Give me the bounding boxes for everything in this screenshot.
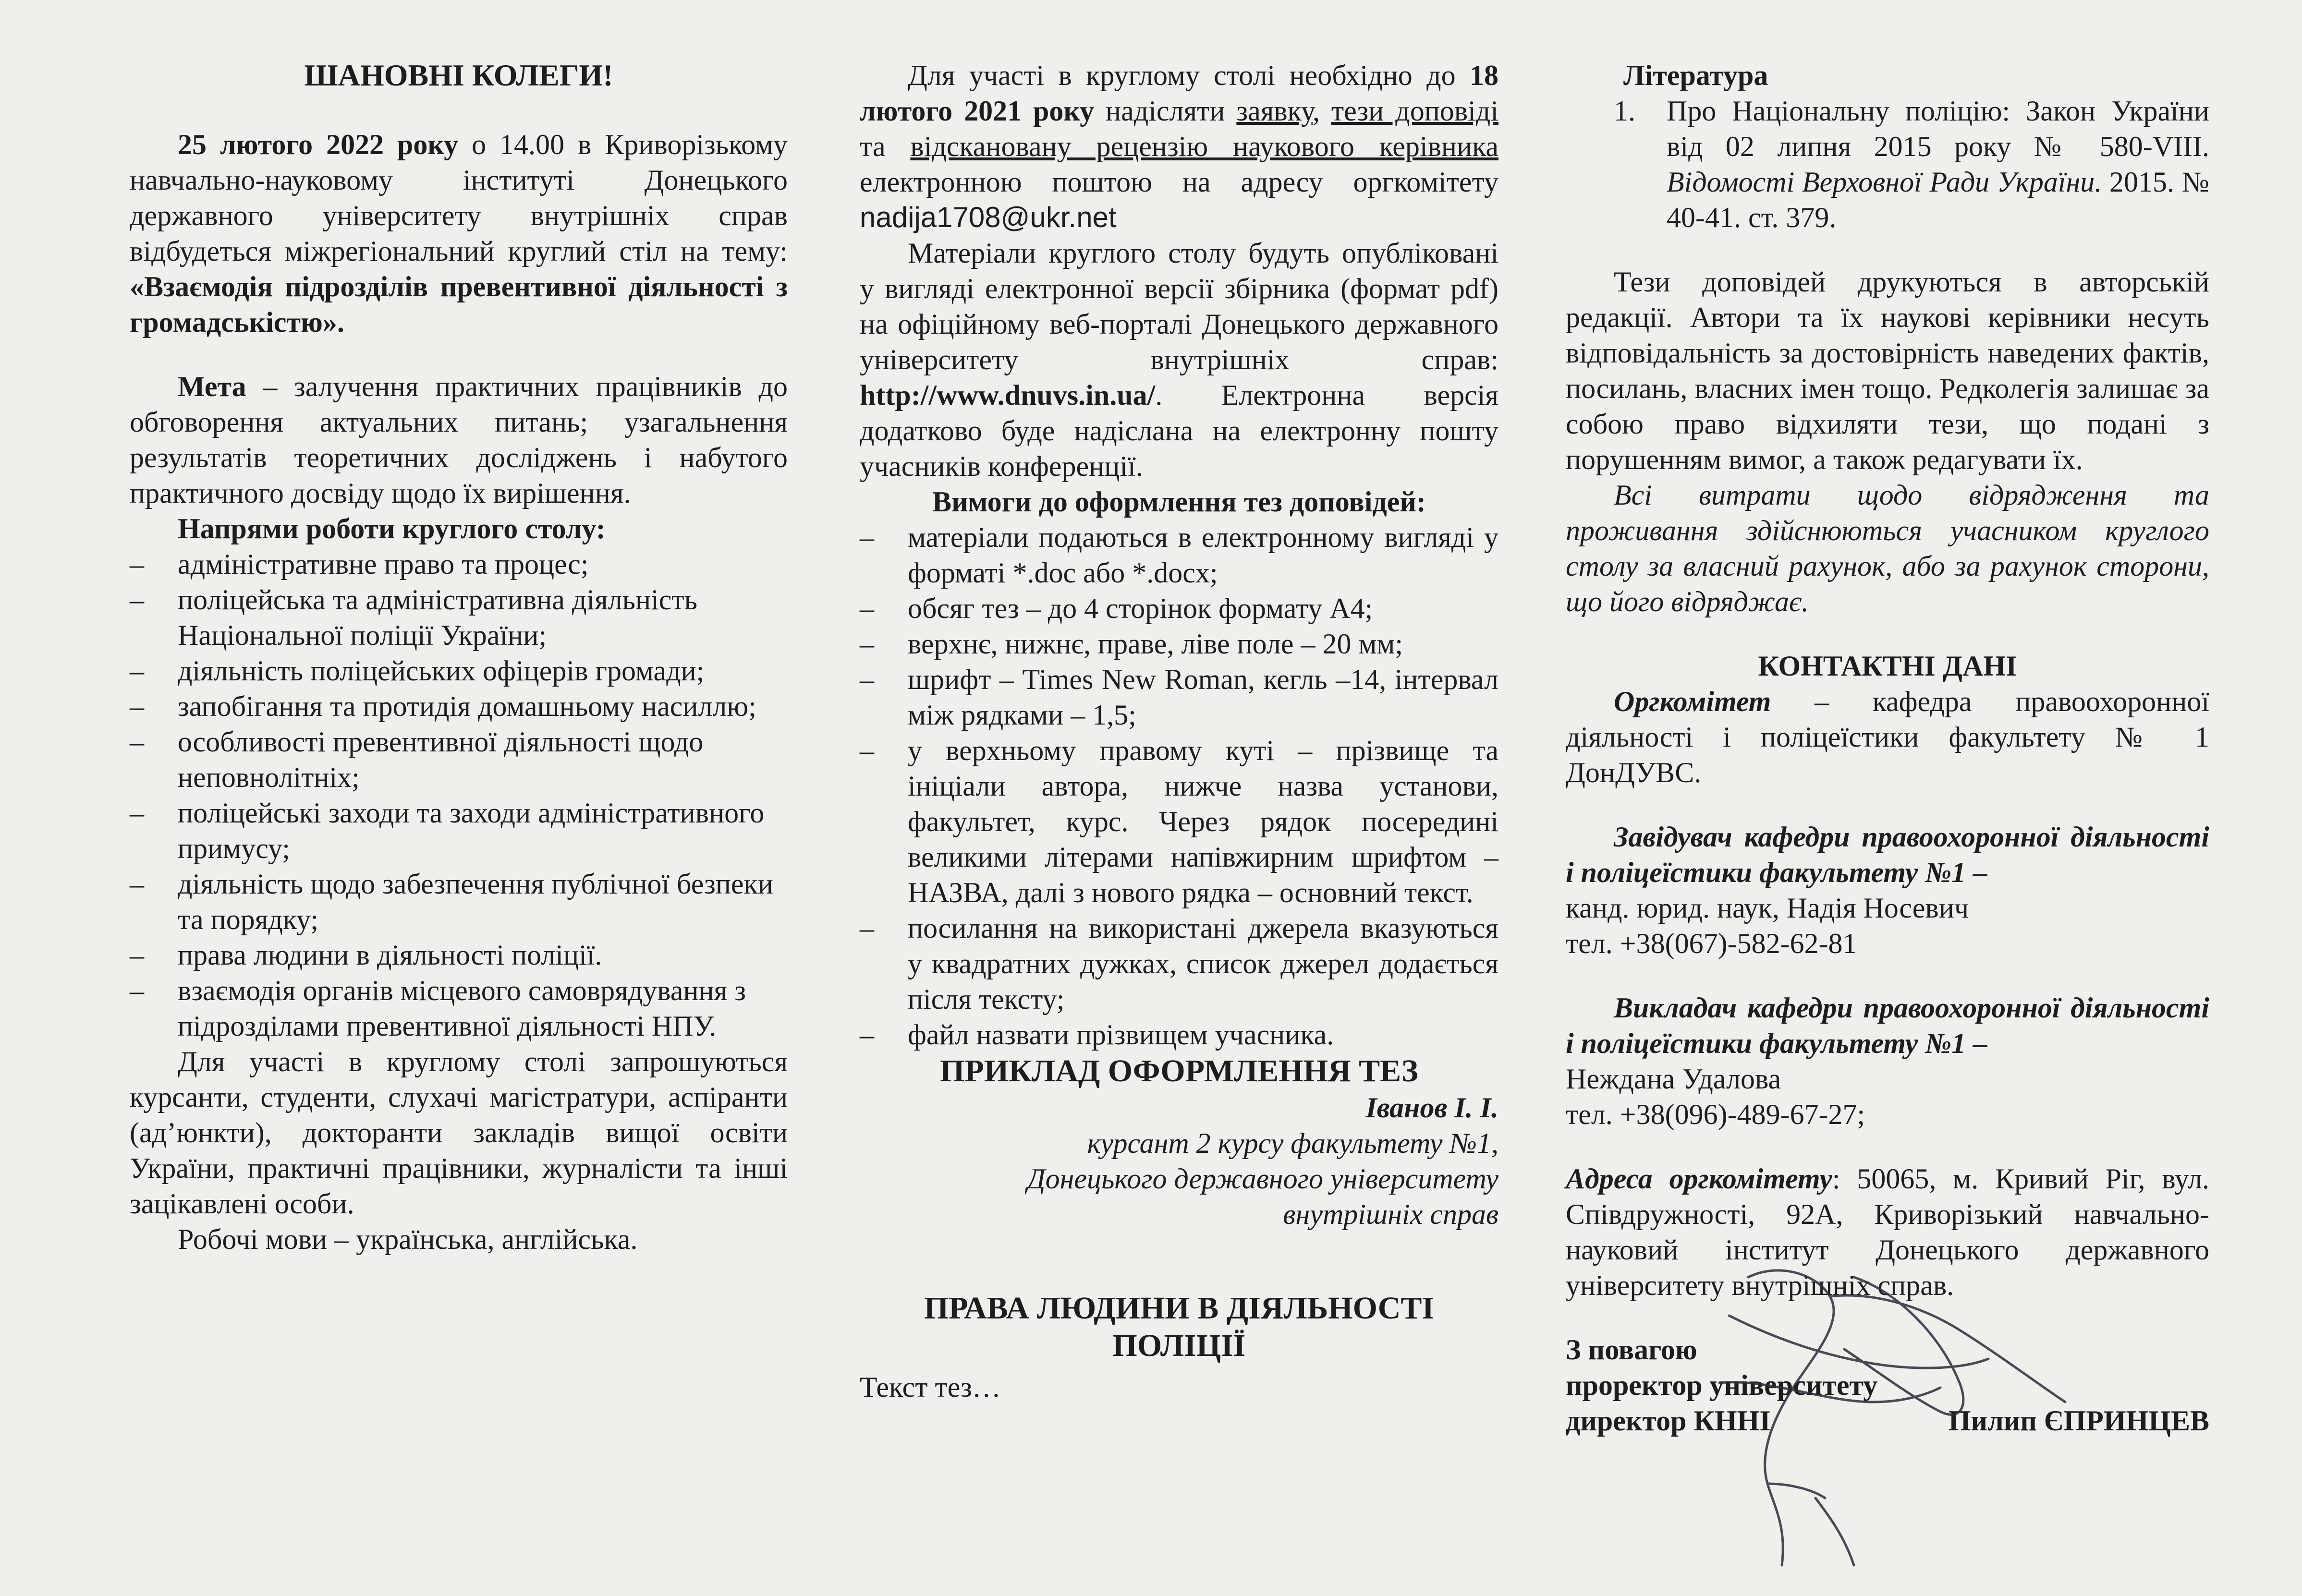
lecturer-label: Викладач кафедри правоохоронної діяльності і поліцеїстики факультету №1 –: [1566, 992, 2209, 1059]
column-left: [130, 58, 788, 1257]
organizer-label: Оргкомітет: [1614, 686, 1771, 717]
signatory-position-2: директор КННІ: [1566, 1405, 1771, 1437]
lecturer-name: Нежданa Удалова: [1566, 1063, 1781, 1095]
example-affiliation-2: Донецького державного університету: [1027, 1163, 1498, 1195]
direction-item: – права людини в діяльності поліції.: [130, 937, 788, 973]
example-affiliation-1: курсант 2 курсу факультету №1,: [1087, 1127, 1498, 1159]
languages-paragraph: Робочі мови – українська, англійська.: [178, 1223, 638, 1255]
costs-paragraph: Всі витрати щодо відрядження та проживання здійснюються учасником круглого столу за власний рахунок, або за рахунок сторони, що його відряджає.: [1566, 479, 2209, 617]
publication-paragraph: [860, 235, 1498, 484]
direction-item: – діяльність поліцейських офіцерів громади;: [130, 653, 788, 689]
event-date: 25 лютого 2022 року: [178, 129, 459, 160]
literature-text: 2015. № 40-41. ст. 379.: [1667, 166, 2209, 233]
requirements-list: [860, 520, 1498, 1052]
submission-text: електронною поштою на адресу оргкомітету: [860, 166, 1498, 198]
example-heading-2: ПОЛІЦІЇ: [1112, 1328, 1246, 1363]
directions-list: [130, 546, 788, 1044]
address-label: Адреса оргкомітету: [1566, 1163, 1832, 1195]
submission-text: Для участі в круглому столі необхідно до: [908, 60, 1470, 91]
address-paragraph: [1566, 1161, 2209, 1303]
participants-paragraph: Для участі в круглому столі запрошуються курсанти, студенти, слухачі магістратури, аспіранти (ад’юнкти), докторанти закладів вищої освіти України, практичні працівники, журналісти та інші зацікавлені особи.: [130, 1046, 788, 1220]
column-middle: [860, 58, 1498, 1405]
signatory-position-1: проректор університету: [1566, 1369, 1878, 1401]
submission-text: ,: [1312, 95, 1331, 127]
example-title: ПРИКЛАД ОФОРМЛЕННЯ ТЕЗ: [940, 1053, 1418, 1088]
direction-item: – поліцейська та адміністративна діяльність Національної поліції України;: [130, 582, 788, 653]
organizer-paragraph: [1566, 684, 2209, 790]
direction-item: – адміністративне право та процес;: [130, 546, 788, 582]
publication-text: . Електронна версія додатково буде надіслана на електронну пошту учасників конференції.: [860, 379, 1498, 482]
requirement-item: – обсяг тез – до 4 сторінок формату А4;: [860, 591, 1498, 626]
submission-paragraph: [860, 58, 1498, 235]
direction-item: – діяльність щодо забезпечення публічної безпеки та порядку;: [130, 866, 788, 937]
goal-label: Мета: [178, 371, 246, 402]
submission-text: надісляти: [1094, 95, 1237, 127]
example-affiliation-3: внутрішніх справ: [1283, 1198, 1498, 1230]
literature-list: [1566, 93, 2209, 235]
portal-url[interactable]: http://www.dnuvs.in.ua/: [860, 379, 1156, 411]
directions-title: Напрями роботи круглого столу:: [178, 513, 606, 544]
literature-item: [1614, 93, 2209, 235]
example-author: Іванов І. І.: [1365, 1092, 1498, 1124]
column-right: [1566, 58, 2209, 1439]
regards-text: З повагою: [1566, 1334, 1697, 1366]
requirement-item: – файл назвати прізвищем учасника.: [860, 1017, 1498, 1052]
requirement-item: – шрифт – Times New Roman, кегль –14, інтервал між рядками – 1,5;: [860, 662, 1498, 733]
requirement-item: – матеріали подаються в електронному вигляді у форматі *.doc або *.docx;: [860, 520, 1498, 591]
submission-text: та: [860, 131, 911, 162]
organizer-text: – кафедра правоохоронної діяльності і поліцеїстики факультету № 1 ДонДУВС.: [1566, 686, 2209, 788]
signatory-name: Пилип ЄПРИНЦЕВ: [1948, 1405, 2209, 1437]
publication-text: Матеріали круглого столу будуть опубліковані у вигляді електронної версії збірника (формат pdf) на офіційному веб-порталі Донецького державного університету внутрішніх справ:: [860, 237, 1498, 375]
requirement-item: – посилання на використані джерела вказуються у квадратних дужках, список джерел додається після тексту;: [860, 910, 1498, 1017]
literature-text: Про Національну поліцію: Закон України від 02 липня 2015 року № 580-VIII.: [1667, 95, 2209, 162]
authors-paragraph: Тези доповідей друкуються в авторській редакції. Автори та їх наукові керівники несуть відповідальність за достовірність наведених фактів, посилань, власних імен тощо. Редколегія залишає за собою право відхиляти тези, що подані з порушенням вимог, а також редагувати їх.: [1566, 266, 2209, 475]
direction-item: – поліцейські заходи та заходи адміністративного примусу;: [130, 795, 788, 866]
deadline-date: 18 лютого 2021 року: [860, 60, 1498, 127]
direction-item: – взаємодія органів місцевого самоврядування з підрозділами превентивної діяльності НПУ.: [130, 973, 788, 1044]
event-topic: «Взаємодія підрозділів превентивної діяльності з громадськістю».: [130, 271, 788, 338]
head-phone: тел. +38(067)-582-62-81: [1566, 928, 1857, 959]
literature-source: Відомості Верховної Ради України.: [1667, 166, 2102, 198]
contacts-title: КОНТАКТНІ ДАНІ: [1758, 650, 2017, 682]
organizer-email[interactable]: nadija1708@ukr.net: [860, 201, 1117, 233]
literature-title: Література: [1623, 60, 1768, 91]
example-heading-1: ПРАВА ЛЮДИНИ В ДІЯЛЬНОСТІ: [924, 1291, 1435, 1326]
application-link[interactable]: заявку: [1236, 95, 1313, 127]
goal-text: – залучення практичних працівників до обговорення актуальних питань; узагальнення результатів теоретичних досліджень і набутого практичного досвіду щодо їх вирішення.: [130, 371, 788, 509]
direction-item: – запобігання та протидія домашньому насиллю;: [130, 689, 788, 724]
lecturer-phone: тел. +38(096)-489-67-27;: [1566, 1099, 1865, 1130]
greeting-title: ШАНОВНІ КОЛЕГИ!: [304, 58, 613, 92]
theses-link[interactable]: тези доповіді: [1331, 95, 1499, 127]
example-text: Текст тез…: [860, 1371, 1001, 1403]
head-label: Завідувач кафедри правоохоронної діяльності і поліцеїстики факультету №1 –: [1566, 821, 2209, 888]
signatory-row: [1566, 1403, 2209, 1439]
review-link[interactable]: відскановану рецензію наукового керівника: [910, 131, 1498, 162]
direction-item: – особливості превентивної діяльності щодо неповнолітніх;: [130, 724, 788, 795]
address-text: : 50065, м. Кривий Ріг, вул. Співдружності, 92А, Криворізький навчально-науковий інститут Донецького державного університету внутрішніх справ.: [1566, 1163, 2210, 1301]
goal-paragraph: [130, 369, 788, 511]
requirements-title: Вимоги до оформлення тез доповідей:: [932, 486, 1426, 518]
literature-number: 1.: [1614, 95, 1635, 127]
requirement-item: – верхнє, нижнє, праве, ліве поле – 20 мм;: [860, 626, 1498, 662]
head-name: канд. юрид. наук, Надія Носевич: [1566, 892, 1969, 924]
intro-text: о 14.00 в Криворізькому навчально-науковому інституті Донецького державного університету внутрішніх справ відбудеться міжрегіональний круглий стіл на тему:: [130, 129, 788, 267]
requirement-item: – у верхньому правому куті – прізвище та ініціали автора, нижче назва установи, факультет, курс. Через рядок посередині великими літерами напівжирним шрифтом – НАЗВА, далі з нового рядка – основний текст.: [860, 733, 1498, 910]
intro-paragraph: [130, 127, 788, 340]
